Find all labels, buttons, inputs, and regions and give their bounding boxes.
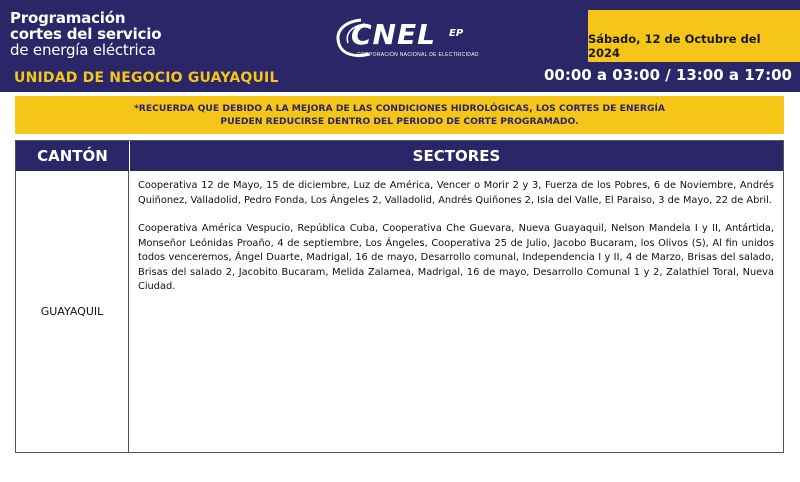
table-header xyxy=(16,141,783,171)
canton-cell: GUAYAQUIL xyxy=(40,305,104,318)
date-text: Sábado, 12 de Octubre del 2024 xyxy=(588,32,761,60)
sectors-paragraph: Cooperativa América Vespucio, República Cuba, Cooperativa Che Guevara, Nueva Guayaquil, Nelson Mandela I y II, Antártida, Monseñor Leónidas Proaño, 4 de septiembre, Los Ángeles, Cooperativa 25 de Julio, Jacobo Bucaram, los Olivos (S), Al fin unidos todos venceremos, Ángel Duarte, Madrigal, 16 de mayo, Desarrollo comunal, Independencia I y II, 4 de Marzo, Brisas del salado, Brisas del salado 2, Jacobito Bucaram, Melida Zalamea, Madrigal, 16 de mayo, Desarrollo Comunal 1 y 2, Zalathiel Toral, Nueva Ciudad. xyxy=(138,223,774,292)
cnel-logo xyxy=(333,14,483,64)
title-line-2: cortes del servicio xyxy=(10,25,162,43)
logo-suffix: EP xyxy=(449,28,464,39)
title-line-3: de energía eléctrica xyxy=(10,41,156,59)
column-divider xyxy=(128,171,129,452)
column-header-canton: CANTÓN xyxy=(37,147,108,165)
logo-subtitle: CORPORACIÓN NACIONAL DE ELECTRICIDAD xyxy=(357,52,479,58)
column-header-sectors: SECTORES xyxy=(129,141,783,171)
outage-hours: 00:00 a 03:00 / 13:00 a 17:00 xyxy=(543,66,792,84)
notice-line-2: PUEDEN REDUCIRSE DENTRO DEL PERIODO DE CORTE PROGRAMADO. xyxy=(220,116,579,127)
header-bar xyxy=(0,0,800,92)
sectors-cell xyxy=(138,179,774,309)
notice-banner xyxy=(15,96,784,134)
page-title xyxy=(10,10,161,58)
logo-text: CNEL xyxy=(351,18,436,51)
notice-line-1: *RECUERDA QUE DEBIDO A LA MEJORA DE LAS CONDICIONES HIDROLÓGICAS, LOS CORTES DE ENERGÍA xyxy=(133,103,666,114)
sectors-paragraph: Cooperativa 12 de Mayo, 15 de diciembre, Luz de América, Vencer o Morir 2 y 3, Fuerza de los Pobres, 6 de Noviembre, Andrés Quiñonez, Valladolid, Pedro Fonda, Los Ángeles 2, Valladolid, Andrés Quiñones 2, Isla del Valle, El Paraiso, 3 de Mayo, 22 de Abril. xyxy=(138,180,774,206)
business-unit-label: UNIDAD DE NEGOCIO GUAYAQUIL xyxy=(14,70,279,86)
schedule-table xyxy=(15,140,784,453)
title-line-1: Programación xyxy=(10,9,126,27)
date-badge xyxy=(588,10,800,62)
